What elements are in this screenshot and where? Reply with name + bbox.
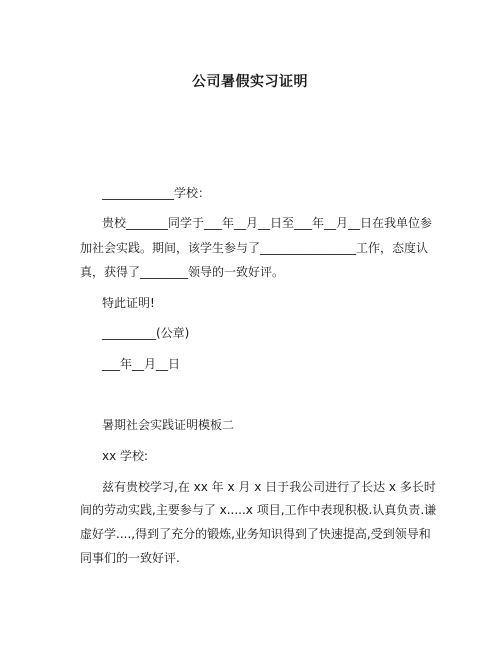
date-line: ___年__月__日 [102, 357, 181, 371]
template2-body-line-3: 虚好学....,得到了充分的锻炼,业务知识得到了快速提高,受到领导和 [80, 527, 431, 541]
seal-line: _________(公章) [102, 326, 190, 340]
body-line-3: 真，获得了________领导的一致好评。 [80, 265, 285, 279]
body-line-2: 加社会实践。期间，该学生参与了________________工作，态度认 [80, 241, 429, 255]
template2-addressee: xx 学校: [102, 449, 149, 463]
special-proof-line: 特此证明! [102, 296, 155, 310]
template2-body-line-1: 兹有贵校学习,在 xx 年 x 月 x 日于我公司进行了长达 x 多长时 [102, 480, 436, 494]
template2-body-line-4: 同事们的一致好评. [80, 551, 180, 565]
document-title: 公司暑假实习证明 [192, 74, 308, 90]
template2-heading: 暑期社会实践证明模板二 [102, 418, 235, 432]
template2-body-line-2: 间的劳动实践,主要参与了 x.....x 项目,工作中表现积极.认真负责.谦 [80, 503, 437, 517]
addressee-line: ____________学校： [102, 186, 211, 200]
body-line-1: 贵校_______同学于___年__月__日至___年__月__日在我单位参 [102, 216, 433, 230]
